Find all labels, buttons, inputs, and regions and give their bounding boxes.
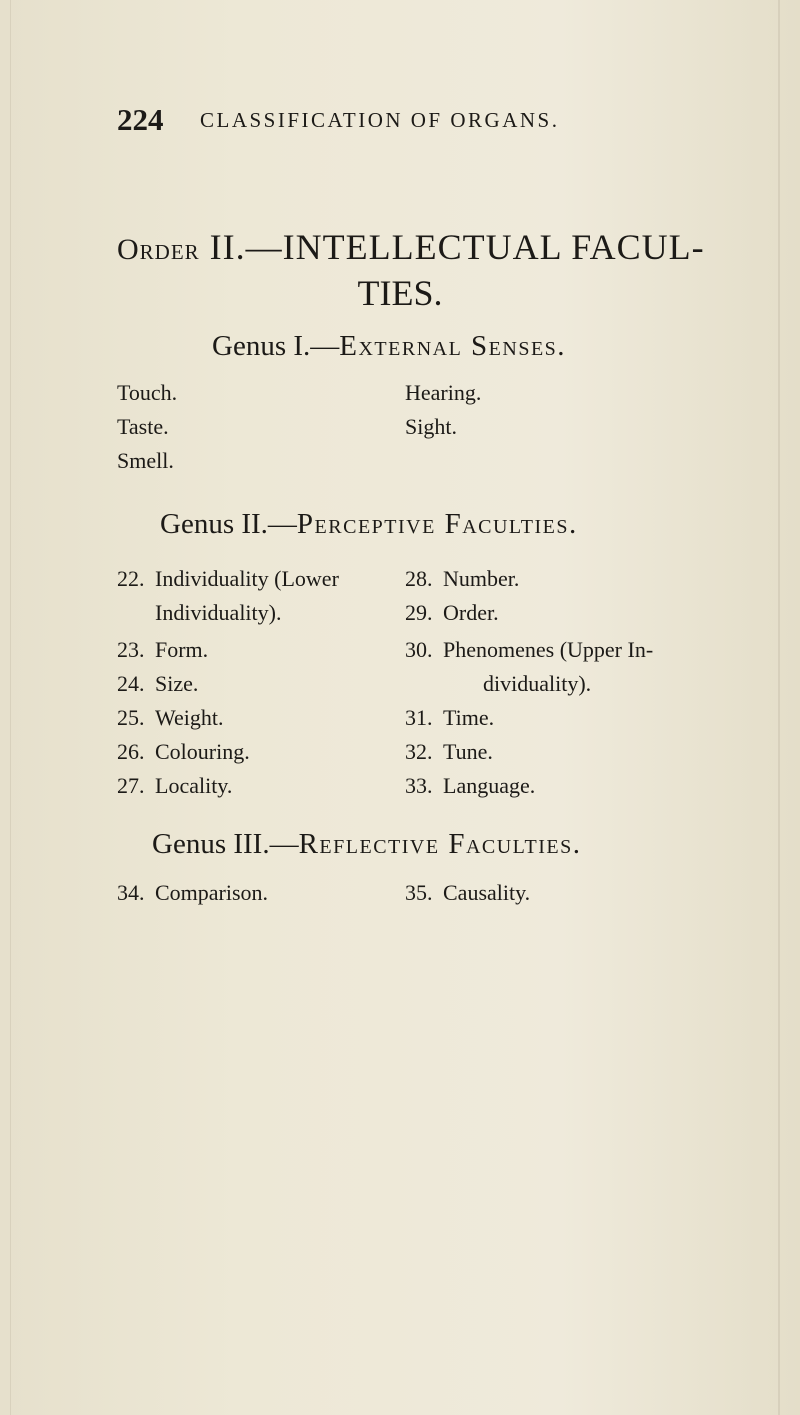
order-number: II.— <box>209 227 283 267</box>
faculty-name: Order. <box>443 600 499 625</box>
faculty-name: Language. <box>443 773 536 798</box>
faculty-item <box>405 600 499 626</box>
faculty-item <box>117 739 250 765</box>
faculty-item <box>405 773 535 799</box>
faculty-name: Colouring. <box>155 739 250 764</box>
genus-3-heading <box>152 828 582 861</box>
faculty-number: 24. <box>117 671 145 696</box>
sense-item: Touch. <box>117 380 178 405</box>
genus-1-title: External Senses. <box>339 330 567 362</box>
faculty-number: 22. <box>117 566 145 591</box>
page-edge-shadow <box>778 0 780 1415</box>
sense-item: Sight. <box>405 414 457 439</box>
faculty-number: 23. <box>117 637 145 662</box>
faculty-item <box>117 773 232 799</box>
genus-2-heading <box>160 508 578 541</box>
sense-item: Taste. <box>117 414 169 439</box>
genus-2-prefix: Genus II.— <box>160 508 297 540</box>
faculty-number: 26. <box>117 739 145 764</box>
faculty-number: 27. <box>117 773 145 798</box>
faculty-number: 33. <box>405 773 433 798</box>
order-heading <box>117 226 705 268</box>
order-title: INTELLECTUAL FACUL- <box>282 227 705 267</box>
faculty-item-continued: Individuality). <box>155 600 282 625</box>
faculty-item <box>405 637 653 663</box>
faculty-item <box>117 566 339 592</box>
faculty-name: Time. <box>443 705 495 730</box>
faculty-name: Tune. <box>443 739 493 764</box>
faculty-name: Weight. <box>155 705 224 730</box>
sense-item: Hearing. <box>405 380 482 405</box>
genus-2-title: Perceptive Faculties. <box>296 508 578 540</box>
genus-3-title: Reflective Faculties. <box>298 828 582 860</box>
faculty-item <box>405 705 494 731</box>
faculty-item <box>117 671 198 697</box>
sense-item: Smell. <box>117 448 174 473</box>
faculty-name: Form. <box>155 637 209 662</box>
faculty-item-continued: dividuality). <box>483 671 592 696</box>
order-title-continued: TIES. <box>357 273 443 313</box>
faculty-item <box>405 739 493 765</box>
faculty-item <box>117 880 268 906</box>
faculty-number: 32. <box>405 739 433 764</box>
faculty-number: 31. <box>405 705 433 730</box>
faculty-item <box>117 637 208 663</box>
running-title: CLASSIFICATION OF ORGANS. <box>200 108 560 132</box>
genus-1-prefix: Genus I.— <box>212 330 340 362</box>
faculty-item <box>405 880 530 906</box>
faculty-name: Size. <box>155 671 199 696</box>
faculty-number: 35. <box>405 880 433 905</box>
faculty-number: 25. <box>117 705 145 730</box>
faculty-name: Causality. <box>443 880 531 905</box>
faculty-number: 29. <box>405 600 433 625</box>
faculty-number: 34. <box>117 880 145 905</box>
faculty-number: 30. <box>405 637 433 662</box>
page-number: 224 <box>117 102 164 137</box>
faculty-name: Phenomenes (Upper In- <box>443 637 654 662</box>
faculty-name: Locality. <box>155 773 233 798</box>
faculty-name: Number. <box>443 566 520 591</box>
faculty-item <box>117 705 224 731</box>
genus-1-heading <box>212 330 566 363</box>
faculty-item <box>405 566 519 592</box>
order-label: Order <box>117 233 200 266</box>
genus-3-prefix: Genus III.— <box>152 828 299 860</box>
faculty-name: Individuality (Lower <box>155 566 339 591</box>
faculty-name: Comparison. <box>155 880 269 905</box>
faculty-number: 28. <box>405 566 433 591</box>
page-gutter-line <box>10 0 11 1415</box>
